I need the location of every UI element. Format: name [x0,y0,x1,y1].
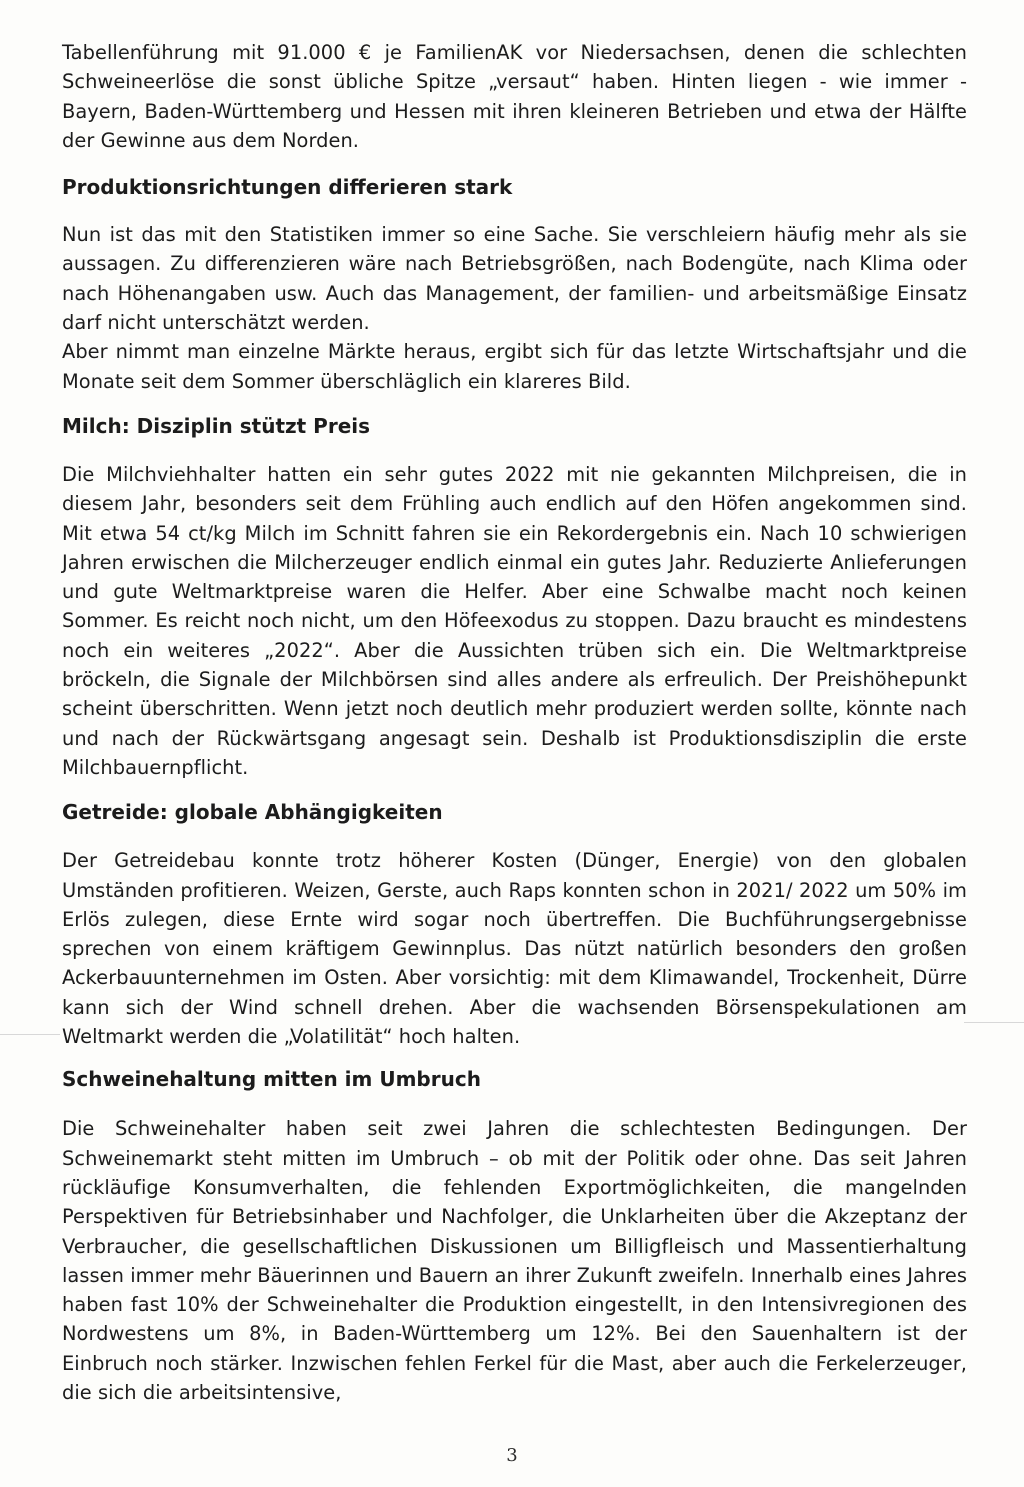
document-page [62,38,967,1407]
intro-paragraph: Tabellenführung mit 91.000 € je FamilienAK vor Niedersachsen, denen die schlechten Schweineerlöse die sonst übliche Spitze „versaut“ haben. Hinten liegen - wie immer - Bayern, Baden-Württemberg und Hessen mit ihren kleineren Betrieben und etwa der Hälfte der Gewinne aus dem Norden. [62,41,967,152]
page-number: 3 [506,1445,518,1466]
section-heading-schweine: Schweinehaltung mitten im Umbruch [62,1067,481,1092]
scan-fold-mark-right [964,1022,1024,1023]
grain-paragraph: Der Getreidebau konnte trotz höherer Kosten (Dünger, Energie) von den globalen Umständen profitieren. Weizen, Gerste, auch Raps konnten schon in 2021/ 2022 um 50% im Erlös zulegen, diese Ernte wird sogar noch übertreffen. Die Buchführungsergebnisse sprechen von einem kräftigem Gewinnplus. Das nützt natürlich besonders den großen Ackerbauunternehmen im Osten. Aber vorsichtig: mit dem Klimawandel, Trockenheit, Dürre kann sich der Wind schnell drehen. Aber die wachsenden Börsenspekulationen am Weltmarkt werden die „Volatilität“ hoch halten. [62,849,967,1049]
statistics-paragraph: Nun ist das mit den Statistiken immer so eine Sache. Sie verschleiern häufig mehr als sie aussagen. Zu differenzieren wäre nach Betriebsgrößen, nach Bodengüte, nach Klima oder nach Höhenangaben usw. Auch das Management, der familien- und arbeitsmäßige Einsatz darf nicht unterschätzt werden. [62,223,967,335]
milk-paragraph: Die Milchviehhalter hatten ein sehr gutes 2022 mit nie gekannten Milchpreisen, die in diesem Jahr, besonders seit dem Frühling auch endlich auf den Höfen angekommen sind. Mit etwa 54 ct/kg Milch im Schnitt fahren sie ein Rekordergebnis ein. Nach 10 schwierigen Jahren erwischen die Milcherzeuger endlich einmal ein gutes Jahr. Reduzierte Anlieferungen und gute Weltmarktpreise waren die Helfer. Aber eine Schwalbe macht noch keinen Sommer. Es reicht noch nicht, um den Höfeexodus zu stoppen. Dazu braucht es mindestens noch ein weiteres „2022“. Aber die Aussichten trüben sich ein. Die Weltmarktpreise bröckeln, die Signale der Milchbörsen sind alles andere als erfreulich. Der Preishöhepunkt scheint überschritten. Wenn jetzt noch deutlich mehr produziert werden sollte, könnte nach und nach der Rückwärtsgang angesagt sein. Deshalb ist Produktionsdisziplin die erste Milchbauernpflicht. [62,462,967,779]
section-heading-getreide: Getreide: globale Abhängigkeiten [62,800,443,825]
section-heading-produktion: Produktionsrichtungen differieren stark [62,175,513,200]
scan-fold-mark-left [0,1034,60,1035]
markets-paragraph: Aber nimmt man einzelne Märkte heraus, ergibt sich für das letzte Wirtschaftsjahr und die Monate seit dem Sommer überschläglich ein klareres Bild. [62,340,967,393]
section-heading-milch: Milch: Disziplin stützt Preis [62,413,371,438]
pigs-paragraph: Die Schweinehalter haben seit zwei Jahren die schlechtesten Bedingungen. Der Schweinemarkt steht mitten im Umbruch – ob mit der Politik oder ohne. Das seit Jahren rückläufige Konsumverhalten, die fehlenden Exportmöglichkeiten, die mangelnden Perspektiven für Betriebsinhaber und Nachfolger, die Unklarheiten über die Akzeptanz der Verbraucher, die gesellschaftlichen Diskussionen um Billigfleisch und Massentierhaltung lassen immer mehr Bäuerinnen und Bauern an ihrer Zukunft zweifeln. Innerhalb eines Jahres haben fast 10% der Schweinehalter die Produktion eingestellt, in den Intensivregionen des Nordwestens um 8%, in Baden-Württemberg um 12%. Bei den Sauenhaltern ist der Einbruch noch stärker. Inzwischen fehlen Ferkel für die Mast, aber auch die Ferkelerzeuger, die sich die arbeitsintensive, [62,1117,967,1404]
